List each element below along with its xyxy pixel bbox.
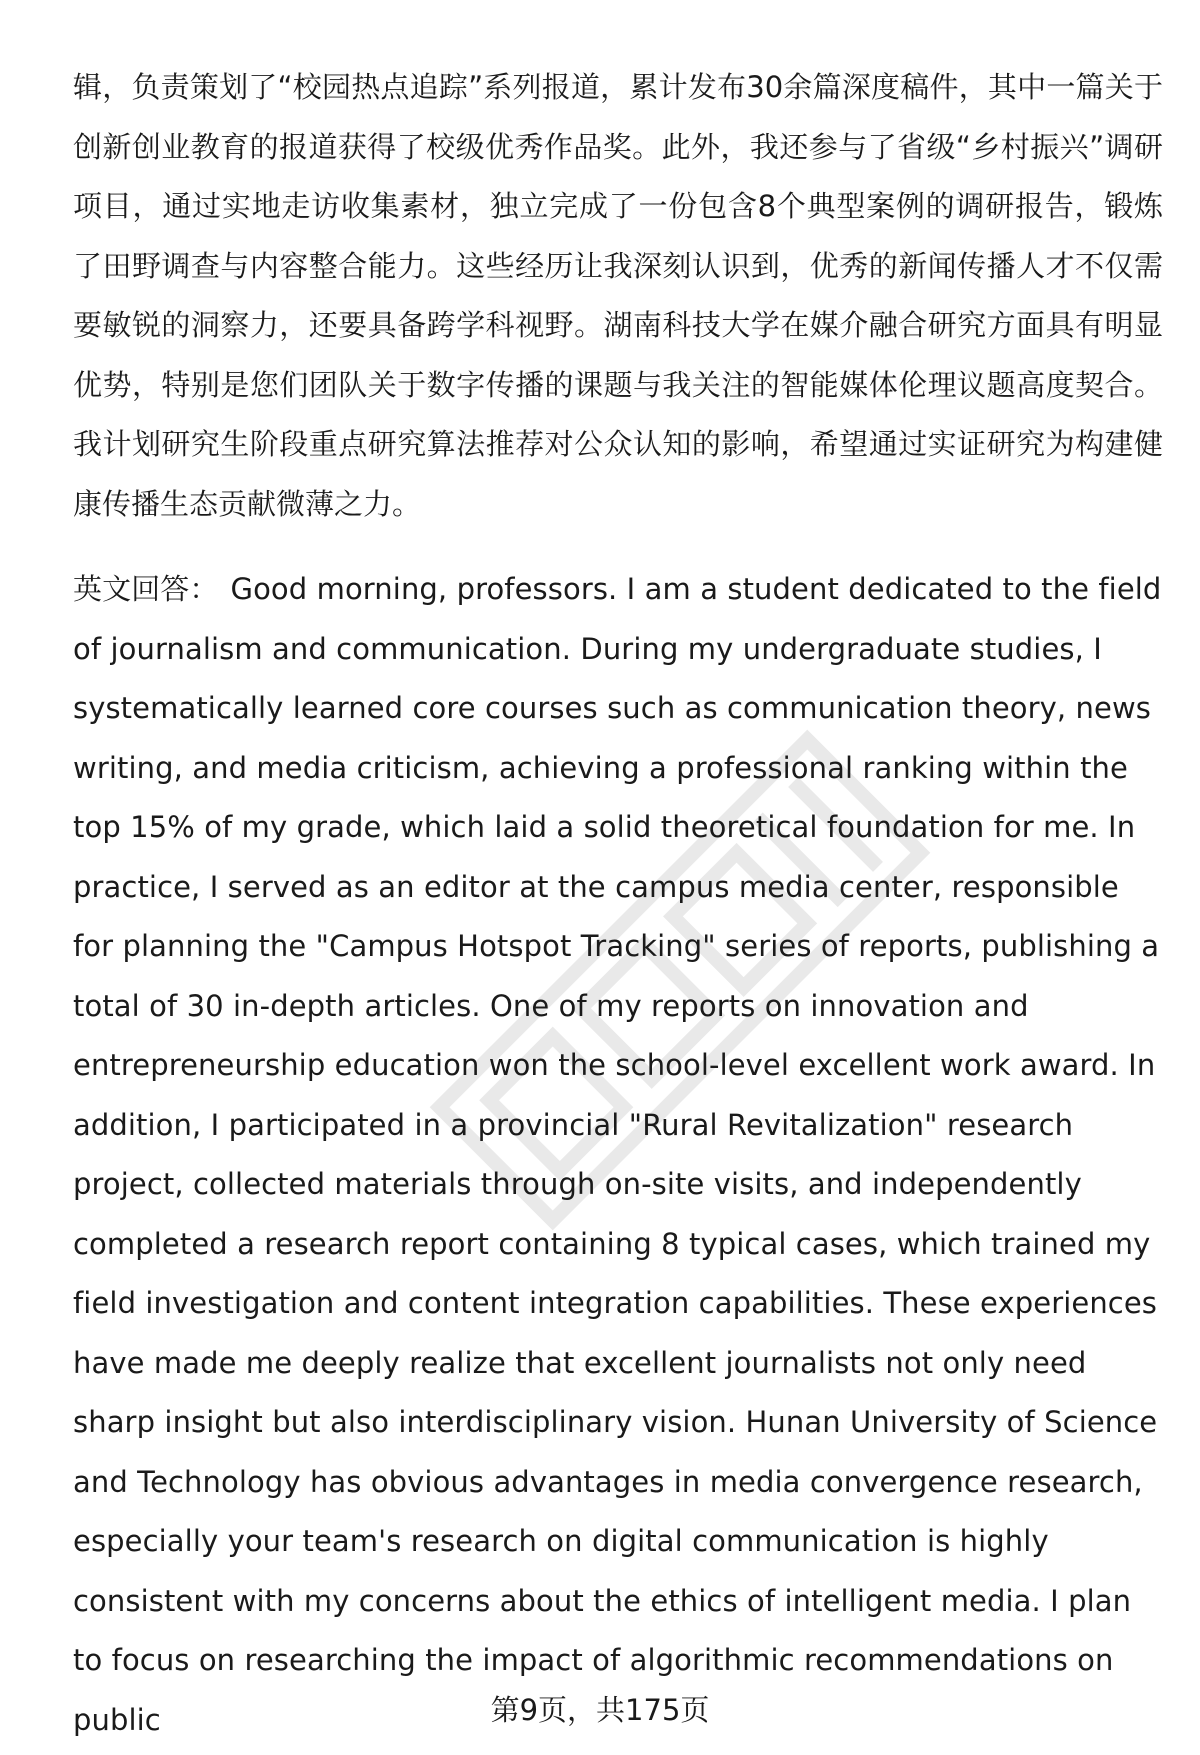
document-body xyxy=(73,58,1163,1750)
page-number: 第9页，共175页 xyxy=(490,1693,710,1727)
english-paragraph: Good morning, professors. I am a student dedicated to the field of journalism and communication. During my undergraduate studies, I systematically learned core courses such as communication theory, news writing, and media criticism, achieving a professional ranking within the top 15% of my grade, which laid a solid theoretical foundation for me. In practice, I served as an editor at the campus media center, responsible for planning the "Campus Hotspot Tracking" series of reports, publishing a total of 30 in-depth articles. One of my reports on innovation and entrepreneurship education won the school-level excellent work award. In addition, I participated in a provincial "Rural Revitalization" research project, collected materials through on-site visits, and independently completed a research report containing 8 typical cases, which trained my field investigation and content integration capabilities. These experiences have made me deeply realize that excellent journalists not only need sharp insight but also interdisciplinary vision. Hunan University of Science and Technology has obvious advantages in media convergence research, especially your team's research on digital communication is highly consistent with my concerns about the ethics of intelligent media. I plan to focus on researching the impact of algorithmic recommendations on public xyxy=(73,572,1162,1737)
chinese-paragraph: 辑，负责策划了“校园热点追踪”系列报道，累计发布30余篇深度稿件，其中一篇关于创新创业教育的报道获得了校级优秀作品奖。此外，我还参与了省级“乡村振兴”调研项目，通过实地走访收集素材，独立完成了一份包含8个典型案例的调研报告，锻炼了田野调查与内容整合能力。这些经历让我深刻认识到，优秀的新闻传播人才不仅需要敏锐的洞察力，还要具备跨学科视野。湖南科技大学在媒介融合研究方面具有明显优势，特别是您们团队关于数字传播的课题与我关注的智能媒体伦理议题高度契合。我计划研究生阶段重点研究算法推荐对公众认知的影响，希望通过实证研究为构建健康传播生态贡献微薄之力。 xyxy=(73,70,1163,521)
english-answer xyxy=(73,560,1163,1750)
english-answer-label: 英文回答： xyxy=(73,572,219,606)
